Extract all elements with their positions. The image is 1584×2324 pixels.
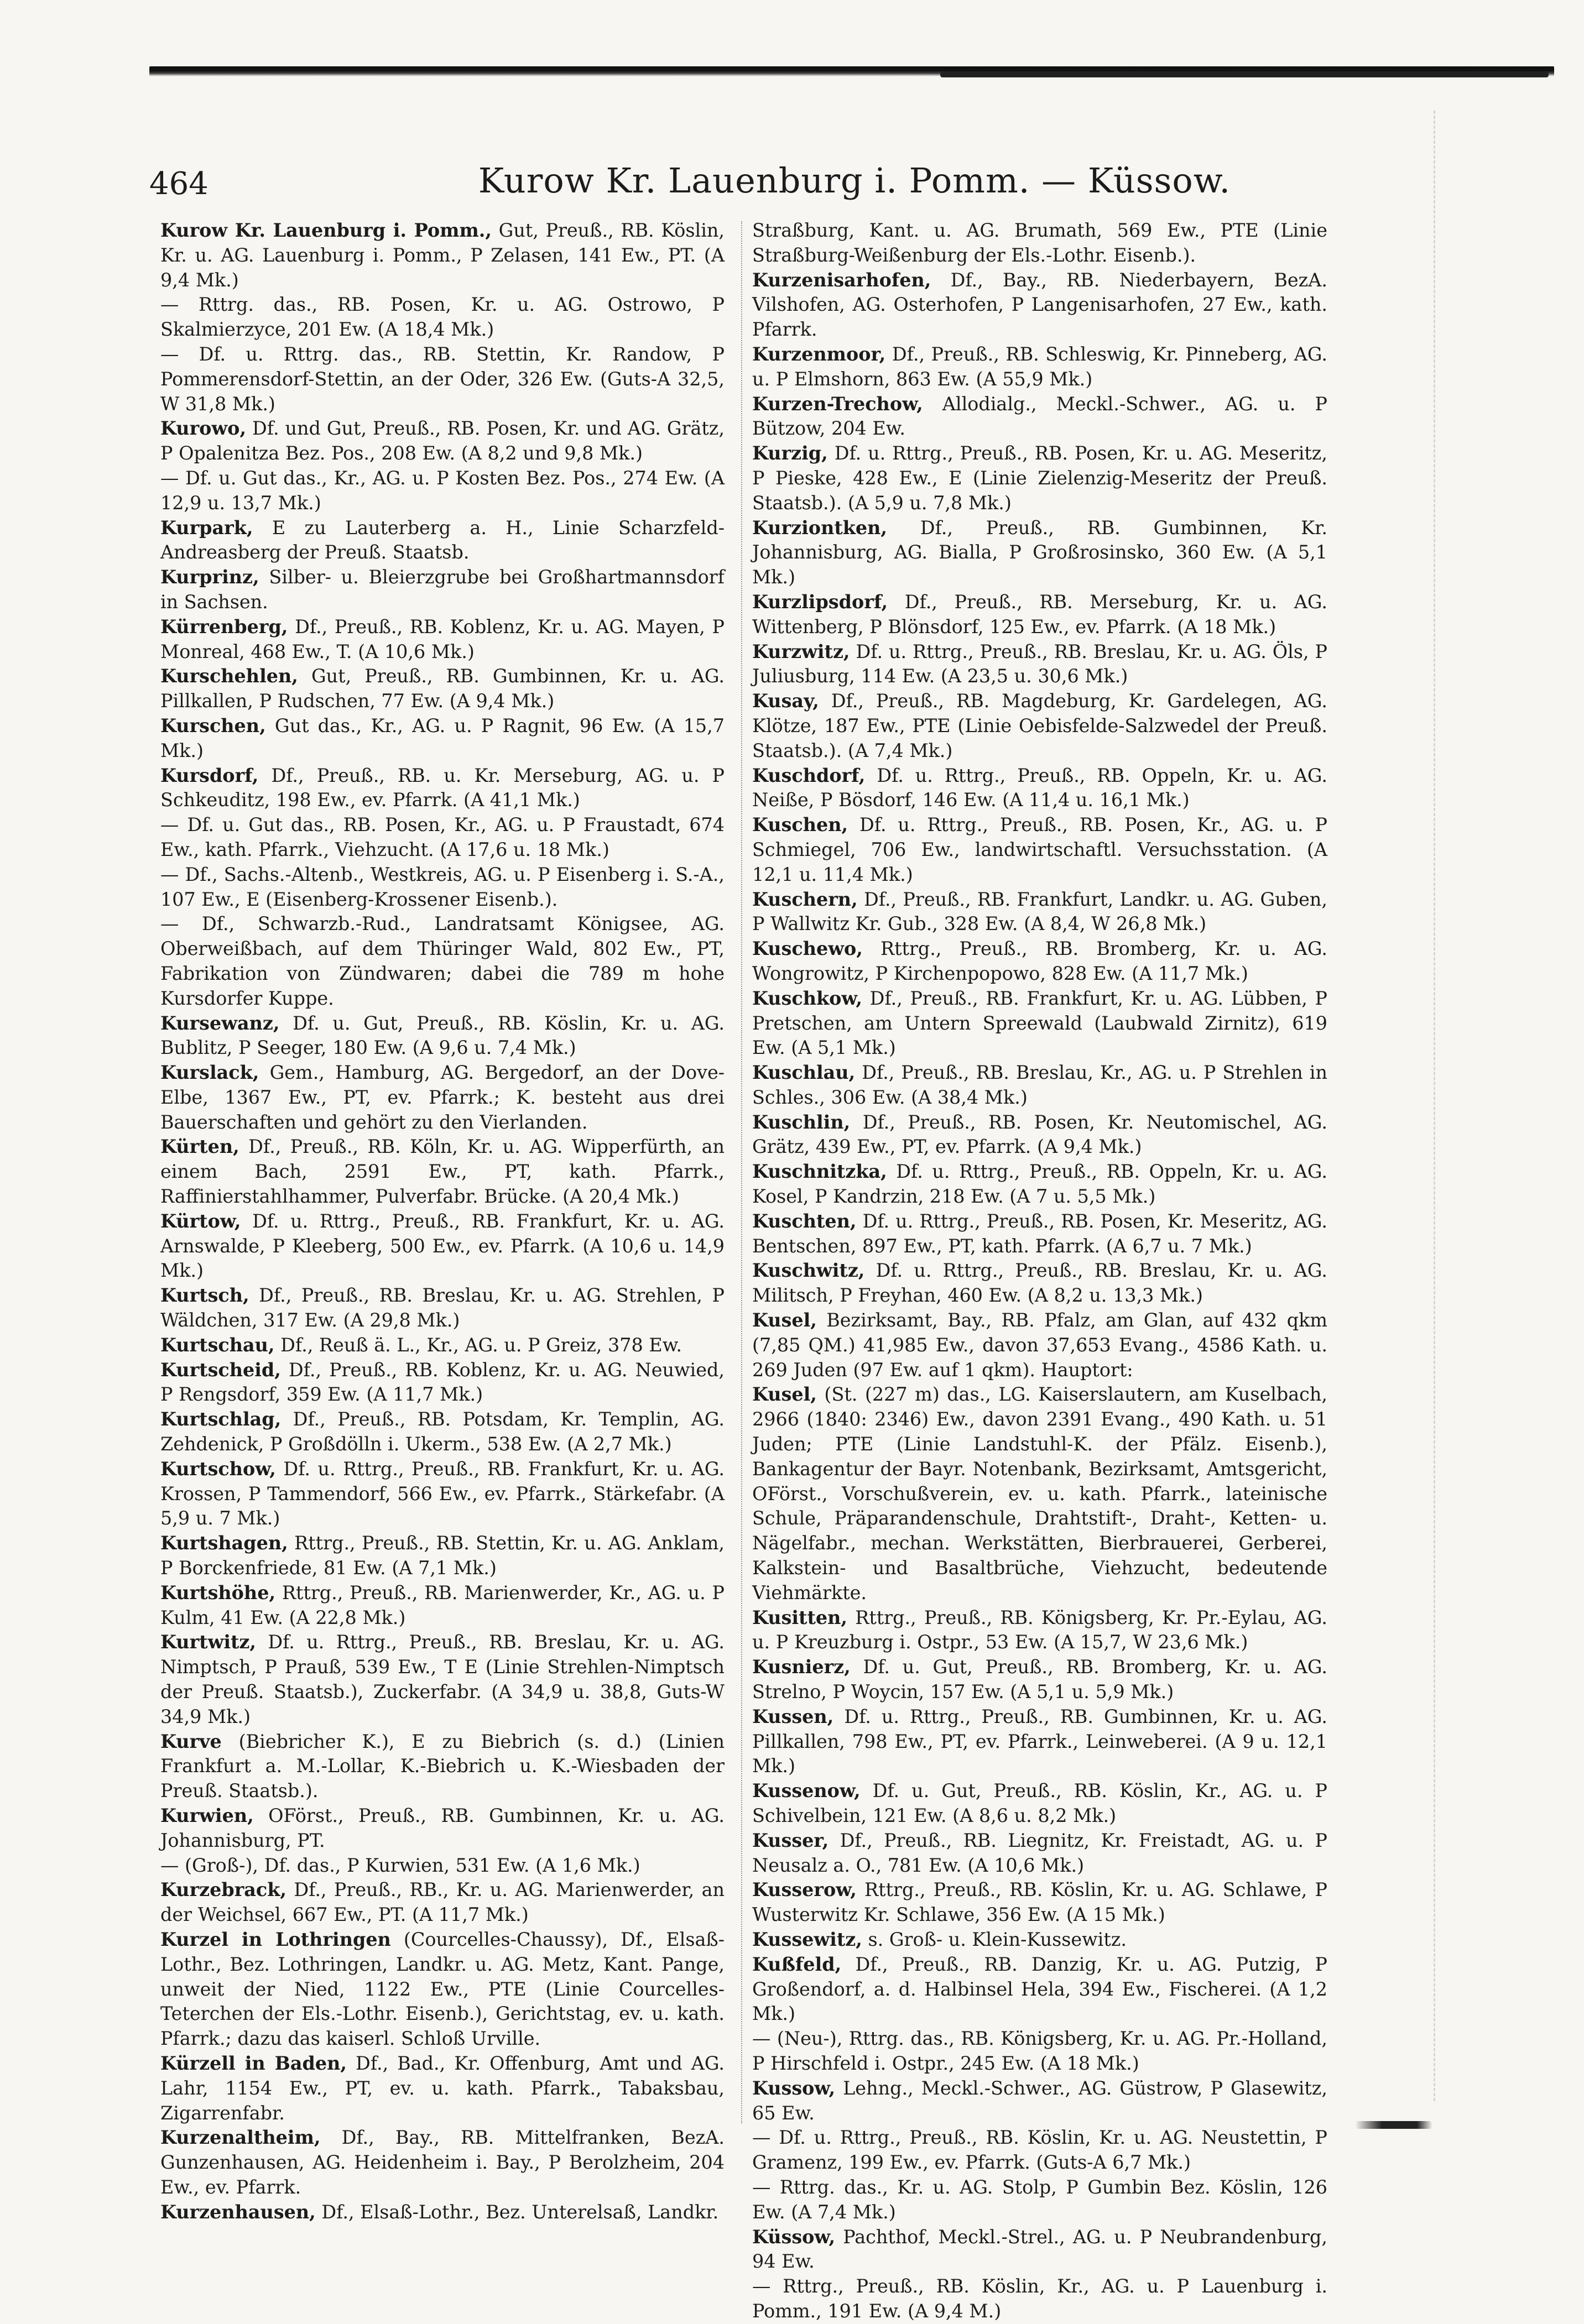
entry-headword: Kusitten, — [752, 1606, 848, 1628]
entry-text: Gem., Hamburg, AG. Bergedorf, an der Dove-Elbe, 1367 Ew., PT, ev. Pfarrk.; K. besteht aus drei Bauerschaften und gehört zu den Vierlanden. — [160, 1062, 725, 1133]
entry-text: Allodialg., Meckl.-Schwer., AG. u. P Bützow, 204 Ew. — [752, 393, 1327, 440]
entry-text: Df., Preuß., RB. Koblenz, Kr. u. AG. Neuwied, P Rengsdorf, 359 Ew. (A 11,7 Mk.) — [160, 1359, 725, 1406]
entry-headword: Kuschdorf, — [752, 764, 866, 786]
gazetteer-entry — [752, 1258, 1327, 1308]
entry-headword: Kurzenaltheim, — [160, 2127, 321, 2149]
entry-text: (Biebricher K.), E zu Biebrich (s. d.) (Linien Frankfurt a. M.-Lollar, K.-Biebrich u. K.-Wiesbaden der Preuß. Staatsb.). — [160, 1730, 725, 1802]
entry-headword: Kurzlipsdorf, — [752, 591, 888, 613]
gazetteer-entry — [752, 1209, 1327, 1259]
entry-text: — Df., Sachs.-Altenb., Westkreis, AG. u. P Eisenberg i. S.-A., 107 Ew., E (Eisenberg-Krossener Eisenb.). — [160, 863, 725, 910]
entry-text: Df., Bad., Kr. Offenburg, Amt und AG. Lahr, 1154 Ew., PT, ev. u. kath. Pfarrk., Tabaksbau, Zigarrenfabr. — [160, 2052, 725, 2124]
entry-text: Gut das., Kr., AG. u. P Ragnit, 96 Ew. (A 15,7 Mk.) — [160, 714, 725, 761]
gazetteer-entry — [752, 813, 1327, 887]
entry-headword: Kurzel in Lothringen — [160, 1928, 391, 1950]
gazetteer-entry — [160, 1730, 725, 1804]
entry-headword: Kürten, — [160, 1136, 239, 1158]
entry-text: — Df. u. Gut das., Kr., AG. u. P Kosten Bez. Pos., 274 Ew. (A 12,9 u. 13,7 Mk.) — [160, 467, 725, 514]
gazetteer-entry — [160, 764, 725, 813]
gazetteer-entry — [160, 1853, 725, 1878]
gazetteer-entry — [160, 1011, 725, 1061]
entry-headword: Kurtschow, — [160, 1458, 276, 1480]
entry-text: Df., Preuß., RB. Potsdam, Kr. Templin, AG. Zehdenick, P Großdölln i. Ukerm., 538 Ew. (A 2,7 Mk.) — [160, 1408, 725, 1455]
gazetteer-entry — [752, 1382, 1327, 1605]
entry-headword: Kuschwitz, — [752, 1260, 865, 1282]
gazetteer-entry — [160, 1928, 725, 2051]
gazetteer-entry — [752, 1110, 1327, 1160]
entry-text: Df., Elsaß-Lothr., Bez. Unterelsaß, Landkr. — [321, 2201, 719, 2223]
entry-headword: Kurtshagen, — [160, 1532, 288, 1554]
entry-text: Bezirksamt, Bay., RB. Pfalz, am Glan, auf 432 qkm (7,85 QM.) 41,985 Ew., davon 37,653 Evang., 4586 Kath. u. 269 Juden (97 Ew. auf 1 qkm). Hauptort: — [752, 1309, 1327, 1381]
entry-text: — (Neu-), Rttrg. das., RB. Königsberg, Kr. u. AG. Pr.-Holland, P Hirschfeld i. Ostpr., 245 Ew. (A 18 Mk.) — [752, 2028, 1327, 2074]
entry-headword: Kurtsch, — [160, 1284, 249, 1307]
gazetteer-entry — [160, 565, 725, 615]
entry-text: Df., Preuß., RB. Merseburg, Kr. u. AG. Wittenberg, P Blönsdorf, 125 Ew., ev. Pfarrk. (A 18 Mk.) — [752, 591, 1328, 638]
entry-headword: Kürrenberg, — [160, 615, 288, 638]
entry-text: Df. u. Rttrg., Preuß., RB. Gumbinnen, Kr. u. AG. Pillkallen, 798 Ew., PT, ev. Pfarrk., Leinweberei. (A 9 u. 12,1 Mk.) — [752, 1705, 1327, 1777]
gazetteer-entry — [752, 516, 1327, 590]
gazetteer-entry — [160, 516, 725, 566]
gazetteer-entry — [160, 416, 725, 466]
gazetteer-entry — [160, 1333, 725, 1358]
gazetteer-entry — [752, 218, 1327, 268]
gazetteer-entry — [752, 1655, 1327, 1705]
entry-headword: Kurschen, — [160, 714, 266, 737]
gazetteer-entry — [752, 342, 1327, 392]
entry-text: — Rttrg. das., Kr. u. AG. Stolp, P Gumbin Bez. Köslin, 126 Ew. (A 7,4 Mk.) — [752, 2176, 1327, 2223]
gazetteer-entry — [752, 689, 1327, 763]
gazetteer-entry — [752, 1705, 1327, 1779]
entry-headword: Kurtschau, — [160, 1334, 275, 1356]
page-number: 464 — [149, 166, 209, 202]
entry-headword: Kuschten, — [752, 1210, 857, 1232]
entry-headword: Kursdorf, — [160, 764, 259, 786]
gazetteer-entry — [752, 268, 1327, 342]
entry-text: s. Groß- u. Klein-Kussewitz. — [868, 1928, 1127, 1950]
entry-text: Df. u. Gut, Preuß., RB. Köslin, Kr., AG. u. P Schivelbein, 121 Ew. (A 8,6 u. 8,2 Mk.) — [752, 1780, 1327, 1826]
entry-headword: Kurtwitz, — [160, 1631, 257, 1653]
entry-headword: Kuschern, — [752, 888, 858, 910]
gazetteer-entry — [160, 218, 725, 293]
gazetteer-entry — [160, 1581, 725, 1631]
entry-text: E zu Lauterberg a. H., Linie Scharzfeld-Andreasberg der Preuß. Staatsb. — [160, 516, 725, 563]
entry-text: Gut, Preuß., RB. Gumbinnen, Kr. u. AG. Pillkallen, P Rudschen, 77 Ew. (A 9,4 Mk.) — [160, 665, 725, 712]
entry-headword: Kurpark, — [160, 516, 253, 539]
entry-headword: Kussow, — [752, 2077, 836, 2099]
entry-headword: Kusnierz, — [752, 1656, 851, 1678]
gazetteer-entry — [160, 293, 725, 342]
entry-text: Df., Preuß., RB. Breslau, Kr., AG. u. P Strehlen in Schles., 306 Ew. (A 38,4 Mk.) — [752, 1062, 1327, 1108]
entry-headword: Kürtow, — [160, 1210, 241, 1232]
entry-text: Df., Preuß., RB. Breslau, Kr. u. AG. Strehlen, P Wäldchen, 317 Ew. (A 29,8 Mk.) — [160, 1284, 725, 1331]
entry-headword: Kurzwitz, — [752, 640, 850, 662]
entry-headword: Kursewanz, — [160, 1012, 280, 1034]
column-divider — [741, 221, 742, 2123]
gazetteer-entry — [160, 1061, 725, 1135]
gazetteer-entry — [752, 590, 1327, 640]
bottom-rule — [1355, 2121, 1432, 2129]
entry-text: Df. u. Gut, Preuß., RB. Bromberg, Kr. u. AG. Strelno, P Woycin, 157 Ew. (A 5,1 u. 5,9 Mk.) — [752, 1656, 1327, 1703]
gazetteer-entry — [752, 986, 1327, 1061]
entry-headword: Kuschlin, — [752, 1111, 851, 1133]
gazetteer-entry — [752, 2125, 1327, 2175]
gazetteer-entry — [752, 2175, 1327, 2225]
entry-headword: Kusserow, — [752, 1879, 857, 1901]
gazetteer-entry — [752, 764, 1327, 813]
entry-headword: Kusel, — [752, 1309, 817, 1331]
gazetteer-entry — [160, 1135, 725, 1209]
entry-headword: Kurzen-Trechow, — [752, 393, 923, 415]
entry-headword: Kurzebrack, — [160, 1879, 287, 1901]
entry-headword: Kusel, — [752, 1383, 817, 1406]
entry-text: Df., Preuß., RB. Köln, Kr. u. AG. Wipperfürth, an einem Bach, 2591 Ew., PT, kath. Pfarrk., Raffinierstahlhammer, Pulverfabr. Brücke. (A 20,4 Mk.) — [160, 1136, 725, 1208]
entry-text: Rttrg., Preuß., RB. Bromberg, Kr. u. AG. Wongrowitz, P Kirchenpopowo, 828 Ew. (A 11,7 Mk.) — [752, 938, 1327, 984]
entry-headword: Küssow, — [752, 2226, 836, 2248]
entry-text: Silber- u. Bleierzgrube bei Großhartmannsdorf in Sachsen. — [160, 566, 725, 613]
entry-text: Df. u. Rttrg., Preuß., RB. Breslau, Kr. u. AG. Öls, P Juliusburg, 114 Ew. (A 23,5 u. 30,6 Mk.) — [752, 640, 1328, 687]
entry-text: Rttrg., Preuß., RB. Königsberg, Kr. Pr.-Eylau, AG. u. P Kreuzburg i. Ostpr., 53 Ew. (A 15,7, W 23,6 Mk.) — [752, 1606, 1327, 1653]
gazetteer-entry — [752, 1308, 1327, 1382]
entry-headword: Kurzenhausen, — [160, 2201, 316, 2223]
entry-text: Df., Preuß., RB. Liegnitz, Kr. Freistadt, AG. u. P Neusalz a. O., 781 Ew. (A 10,6 Mk.) — [752, 1829, 1327, 1876]
entry-text: Df., Bay., RB. Mittelfranken, BezA. Gunzenhausen, AG. Heidenheim i. Bay., P Berolzheim, 204 Ew., ev. Pfarrk. — [160, 2127, 725, 2198]
entry-text: (Courcelles-Chaussy), Df., Elsaß-Lothr., Bez. Lothringen, Landkr. u. AG. Metz, Kant. Pange, unweit der Nied, 1122 Ew., PTE (Linie Courcelles-Teterchen der Els.-Lothr. Eisenb.), Gerichtstag, ev. u. kath. Pfarrk.; dazu das kaiserl. Schloß Urville. — [160, 1928, 725, 2050]
entry-text: Df., Reuß ä. L., Kr., AG. u. P Greiz, 378 Ew. — [280, 1334, 682, 1356]
page-header — [149, 160, 1560, 210]
gazetteer-entry — [752, 1061, 1327, 1110]
entry-headword: Kuschlau, — [752, 1062, 856, 1084]
gazetteer-entry — [752, 1928, 1327, 1952]
entry-text: Df. u. Rttrg., Preuß., RB. Posen, Kr. u. AG. Meseritz, P Pieske, 428 Ew., E (Linie Zielenzig-Meseritz der Preuß. Staatsb.). (A 5,9 u. 7,8 Mk.) — [752, 442, 1327, 514]
gazetteer-entry — [160, 1878, 725, 1928]
gazetteer-entry — [752, 1160, 1327, 1209]
entry-text: Df. u. Rttrg., Preuß., RB. Posen, Kr., AG. u. P Schmiegel, 706 Ew., landwirtschaftl. Versuchsstation. (A 12,1 u. 11,4 Mk.) — [752, 814, 1327, 885]
gazetteer-entry — [160, 664, 725, 714]
entry-headword: Kürzell in Baden, — [160, 2052, 347, 2074]
gazetteer-entry — [160, 2125, 725, 2200]
gazetteer-entry — [752, 392, 1327, 442]
entry-text: (St. (227 m) das., LG. Kaiserslautern, am Kuselbach, 2966 (1840: 2346) Ew., davon 2391 Evang., 490 Kath. u. 51 Juden; PTE (Linie Landstuhl-K. der Pfälz. Eisenb.), Bankagentur der Bayr. Notenbank, Bezirksamt, Amtsgericht, OFörst., Vorschußverein, ev. u. kath. Pfarrk., lateinische Schule, Präparandenschule, Drahtstift-, Draht-, Ketten- u. Nägelfabr., mechan. Werkstätten, Bierbrauerei, Gerberei, Kalkstein- und Basaltbrüche, Viehzucht, bedeutende Viehmärkte. — [752, 1383, 1327, 1604]
gazetteer-entry — [752, 1829, 1327, 1878]
entry-headword: Kurzig, — [752, 442, 828, 464]
entry-text: Df. u. Rttrg., Preuß., RB. Frankfurt, Kr. u. AG. Arnswalde, P Kleeberg, 500 Ew., ev. Pfarrk. (A 10,6 u. 14,9 Mk.) — [160, 1210, 725, 1282]
entry-text: Pachthof, Meckl.-Strel., AG. u. P Neubrandenburg, 94 Ew. — [752, 2226, 1327, 2273]
entry-text: Df. u. Rttrg., Preuß., RB. Breslau, Kr. u. AG. Nimptsch, P Prauß, 539 Ew., T E (Linie Strehlen-Nimptsch der Preuß. Staatsb.), Zuckerfabr. (A 34,9 u. 38,8, Guts-W 34,9 Mk.) — [160, 1631, 725, 1727]
gazetteer-entry — [160, 342, 725, 416]
entry-text: — Df. u. Gut das., RB. Posen, Kr., AG. u. P Fraustadt, 674 Ew., kath. Pfarrk., Viehzucht. (A 17,6 u. 18 Mk.) — [160, 814, 725, 860]
entry-text: Straßburg, Kant. u. AG. Brumath, 569 Ew., PTE (Linie Straßburg-Weißenburg der Els.-Lothr. Eisenb.). — [752, 220, 1327, 266]
gazetteer-entry — [752, 1952, 1327, 2027]
gazetteer-entry — [752, 1779, 1327, 1829]
entry-text: Df., Preuß., RB. Gumbinnen, Kr. Johannisburg, AG. Bialla, P Großrosinsko, 360 Ew. (A 5,1 Mk.) — [752, 516, 1327, 588]
scan-margin-artifact — [1434, 111, 1440, 2101]
entry-text: OFörst., Preuß., RB. Gumbinnen, Kr. u. AG. Johannisburg, PT. — [160, 1805, 725, 1851]
entry-text: Df., Preuß., RB. Koblenz, Kr. u. AG. Mayen, P Monreal, 468 Ew., T. (A 10,6 Mk.) — [160, 615, 725, 662]
entry-headword: Kurtshöhe, — [160, 1581, 276, 1604]
gazetteer-entry — [752, 937, 1327, 986]
top-rule-overlay — [940, 72, 1549, 77]
entry-text: Df., Preuß., RB. Schleswig, Kr. Pinneberg, AG. u. P Elmshorn, 863 Ew. (A 55,9 Mk.) — [752, 343, 1327, 390]
gazetteer-entry — [752, 441, 1327, 515]
gazetteer-entry — [160, 2051, 725, 2125]
entry-headword: Kurzenisarhofen, — [752, 269, 931, 291]
gazetteer-entry — [752, 2076, 1327, 2126]
entry-text: Df. u. Rttrg., Preuß., RB. Oppeln, Kr. u. AG. Neiße, P Bösdorf, 146 Ew. (A 11,4 u. 16,1 Mk.) — [752, 764, 1327, 811]
entry-text: — (Groß-), Df. das., P Kurwien, 531 Ew. (A 1,6 Mk.) — [160, 1854, 640, 1876]
entry-headword: Kurprinz, — [160, 566, 259, 588]
entry-headword: Kurschehlen, — [160, 665, 298, 687]
gazetteer-entry — [160, 1630, 725, 1729]
entry-text: Df., Bay., RB. Niederbayern, BezA. Vilshofen, AG. Osterhofen, P Langenisarhofen, 27 Ew., kath. Pfarrk. — [752, 269, 1327, 341]
entry-text: Gut, Preuß., RB. Köslin, Kr. u. AG. Lauenburg i. Pomm., P Zelasen, 141 Ew., PT. (A 9,4 Mk.) — [160, 220, 725, 291]
entry-text: Df., Preuß., RB. Frankfurt, Kr. u. AG. Lübben, P Pretschen, am Untern Spreewald (Laubwald Zirnitz), 619 Ew. (A 5,1 Mk.) — [752, 987, 1327, 1059]
gazetteer-entry — [160, 912, 725, 1011]
gazetteer-entry — [752, 887, 1327, 937]
entry-text: Rttrg., Preuß., RB. Marienwerder, Kr., AG. u. P Kulm, 41 Ew. (A 22,8 Mk.) — [160, 1581, 725, 1628]
gazetteer-entry — [752, 640, 1327, 690]
gazetteer-entry — [160, 1358, 725, 1408]
entry-text: Df. u. Rttrg., Preuß., RB. Breslau, Kr. u. AG. Militsch, P Freyhan, 460 Ew. (A 8,2 u. 13,3 Mk.) — [752, 1260, 1327, 1307]
entry-text: — Df., Schwarzb.-Rud., Landratsamt Königsee, AG. Oberweißbach, auf dem Thüringer Wald, 802 Ew., PT, Fabrikation von Zündwaren; dabei die 789 m hohe Kursdorfer Kuppe. — [160, 913, 725, 1009]
entry-headword: Kussen, — [752, 1705, 834, 1727]
gazetteer-entry — [160, 1407, 725, 1457]
entry-headword: Kuschen, — [752, 814, 848, 836]
gazetteer-entry — [160, 2200, 725, 2225]
entry-text: Df., Preuß., RB. Magdeburg, Kr. Gardelegen, AG. Klötze, 187 Ew., PTE (Linie Oebisfelde-Salzwedel der Preuß. Staatsb.). (A 7,4 Mk.) — [752, 690, 1327, 761]
entry-text: Df., Preuß., RB. Danzig, Kr. u. AG. Putzig, P Großendorf, a. d. Halbinsel Hela, 394 Ew., Fischerei. (A 1,2 Mk.) — [752, 1953, 1327, 2025]
entry-headword: Kussenow, — [752, 1780, 861, 1802]
entry-headword: Kurve — [160, 1730, 222, 1752]
entry-headword: Kuschkow, — [752, 987, 863, 1009]
entry-headword: Kurtschlag, — [160, 1408, 282, 1430]
entry-text: Df., Preuß., RB. u. Kr. Merseburg, AG. u. P Schkeuditz, 198 Ew., ev. Pfarrk. (A 41,1 Mk.) — [160, 764, 725, 811]
entry-text: Df. u. Rttrg., Preuß., RB. Posen, Kr. Meseritz, AG. Bentschen, 897 Ew., PT, kath. Pfarrk. (A 6,7 u. 7 Mk.) — [752, 1210, 1328, 1257]
entry-text: Df., Preuß., RB. Frankfurt, Landkr. u. AG. Guben, P Wallwitz Kr. Gub., 328 Ew. (A 8,4, W 26,8 Mk.) — [752, 888, 1327, 935]
gazetteer-entry — [752, 2027, 1327, 2076]
entry-headword: Kussewitz, — [752, 1928, 862, 1950]
gazetteer-entry — [160, 1804, 725, 1853]
gazetteer-entry — [160, 1283, 725, 1333]
gazetteer-entry — [752, 2225, 1327, 2275]
gazetteer-entry — [752, 2274, 1327, 2324]
gazetteer-entry — [160, 1209, 725, 1283]
entry-text: Df. u. Rttrg., Preuß., RB. Oppeln, Kr. u. AG. Kosel, P Kandrzin, 218 Ew. (A 7 u. 5,5 Mk.) — [752, 1161, 1327, 1208]
entry-text: — Rttrg. das., RB. Posen, Kr. u. AG. Ostrowo, P Skalmierzyce, 201 Ew. (A 18,4 Mk.) — [160, 294, 725, 341]
gazetteer-entry — [160, 714, 725, 764]
entry-headword: Kuschnitzka, — [752, 1161, 887, 1183]
entry-text: Df. u. Rttrg., Preuß., RB. Frankfurt, Kr. u. AG. Krossen, P Tammendorf, 566 Ew., ev. Pfarrk., Stärkefabr. (A 5,9 u. 7 Mk.) — [160, 1458, 725, 1529]
entry-text: Lehng., Meckl.-Schwer., AG. Güstrow, P Glasewitz, 65 Ew. — [752, 2077, 1327, 2124]
entry-text: — Df. u. Rttrg. das., RB. Stettin, Kr. Randow, P Pommerensdorf-Stettin, an der Oder, 326 Ew. (Guts-A 32,5, W 31,8 Mk.) — [160, 343, 725, 415]
entry-text: Rttrg., Preuß., RB. Köslin, Kr. u. AG. Schlawe, P Wusterwitz Kr. Schlawe, 356 Ew. (A 15 Mk.) — [752, 1879, 1327, 1926]
entry-headword: Kusser, — [752, 1829, 829, 1851]
entry-text: Df., Preuß., RB. Posen, Kr. Neutomischel, AG. Grätz, 439 Ew., PT, ev. Pfarrk. (A 9,4 Mk.) — [752, 1111, 1327, 1158]
entry-headword: Kusay, — [752, 690, 819, 712]
gazetteer-entry — [160, 813, 725, 863]
entry-text: Df. u. Gut, Preuß., RB. Köslin, Kr. u. AG. Bublitz, P Seeger, 180 Ew. (A 9,6 u. 7,4 Mk.) — [160, 1012, 725, 1059]
entry-headword: Kuschewo, — [752, 938, 863, 960]
entry-text: — Df. u. Rttrg., Preuß., RB. Köslin, Kr. u. AG. Neustettin, P Gramenz, 199 Ew., ev. Pfarrk. (Guts-A 6,7 Mk.) — [752, 2127, 1327, 2174]
entry-headword: Kußfeld, — [752, 1953, 842, 1975]
entry-text: — Rttrg., Preuß., RB. Köslin, Kr., AG. u. P Lauenburg i. Pomm., 191 Ew. (A 9,4 M.) — [752, 2275, 1327, 2322]
gazetteer-entry — [160, 1457, 725, 1531]
entry-headword: Kurow Kr. Lauenburg i. Pomm., — [160, 220, 492, 241]
entry-headword: Kurslack, — [160, 1062, 259, 1084]
gazetteer-entry — [752, 1606, 1327, 1655]
entry-headword: Kurzenmoor, — [752, 343, 886, 365]
right-column — [752, 218, 1327, 2324]
gazetteer-entry — [160, 466, 725, 516]
entry-headword: Kurziontken, — [752, 516, 888, 539]
entry-text: Df., Preuß., RB., Kr. u. AG. Marienwerder, an der Weichsel, 667 Ew., PT. (A 11,7 Mk.) — [160, 1879, 725, 1926]
running-title: Kurow Kr. Lauenburg i. Pomm. — Küssow. — [478, 160, 1231, 201]
entry-headword: Kurwien, — [160, 1805, 254, 1826]
entry-headword: Kurowo, — [160, 417, 247, 440]
left-column — [160, 218, 725, 2225]
gazetteer-entry — [160, 615, 725, 665]
gazetteer-entry — [160, 1531, 725, 1581]
entry-headword: Kurtscheid, — [160, 1359, 281, 1381]
entry-text: Rttrg., Preuß., RB. Stettin, Kr. u. AG. Anklam, P Borckenfriede, 81 Ew. (A 7,1 Mk.) — [160, 1532, 725, 1579]
gazetteer-entry — [160, 863, 725, 912]
gazetteer-entry — [752, 1878, 1327, 1928]
entry-text: Df. und Gut, Preuß., RB. Posen, Kr. und AG. Grätz, P Opalenitza Bez. Pos., 208 Ew. (A 8,2 und 9,8 Mk.) — [160, 417, 725, 464]
